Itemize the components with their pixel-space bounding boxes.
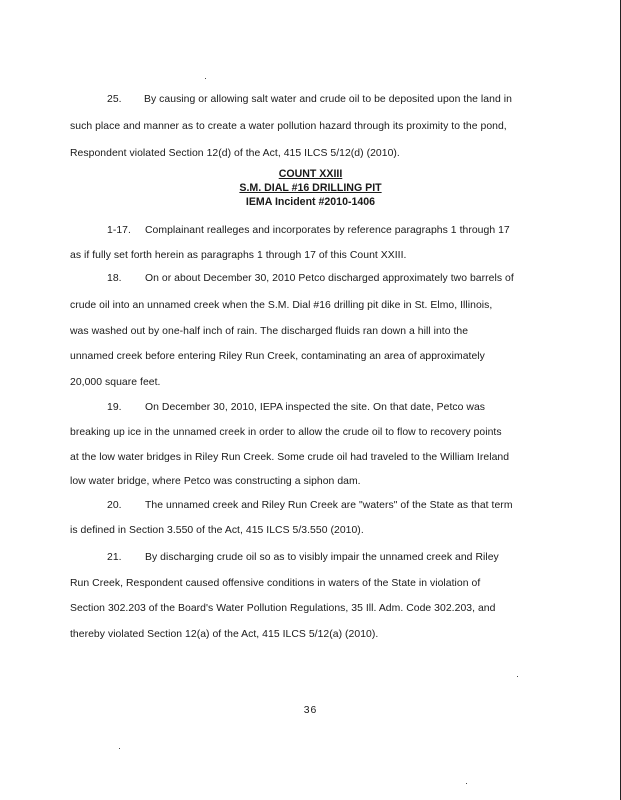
paragraph-18-line-4: unnamed creek before entering Riley Run Creek, contaminating an area of approximately <box>70 351 485 362</box>
paragraph-number: 18. <box>107 273 122 284</box>
paragraph-number: 25. <box>107 94 122 105</box>
paragraph-number: 1-17. <box>107 225 131 236</box>
paragraph-number: 20. <box>107 500 122 511</box>
scan-speck <box>119 748 120 749</box>
paragraph-20-line-1: 20. The unnamed creek and Riley Run Creek are "waters" of the State as that term <box>107 500 513 511</box>
paragraph-20-line-2: is defined in Section 3.550 of the Act, 415 ILCS 5/3.550 (2010). <box>70 525 364 536</box>
scan-speck <box>517 676 518 677</box>
paragraph-19-line-4: low water bridge, where Petco was constructing a siphon dam. <box>70 476 361 487</box>
paragraph-25-line-2: such place and manner as to create a water pollution hazard through its proximity to the pond, <box>70 121 507 132</box>
paragraph-21-line-2: Run Creek, Respondent caused offensive conditions in waters of the State in violation of <box>70 578 481 589</box>
paragraph-19-line-1: 19. On December 30, 2010, IEPA inspected the site. On that date, Petco was <box>107 402 486 413</box>
paragraph-1-17-line-2: as if fully set forth herein as paragraphs 1 through 17 of this Count XXIII. <box>70 250 407 261</box>
paragraph-number: 19. <box>107 402 122 413</box>
count-subject-heading: S.M. DIAL #16 DRILLING PIT <box>239 182 382 194</box>
paragraph-19-line-2: breaking up ice in the unnamed creek in order to allow the crude oil to flow to recovery points <box>70 427 502 438</box>
paragraph-18-line-3: was washed out by one-half inch of rain. The discharged fluids ran down a hill into the <box>70 326 469 337</box>
count-heading: COUNT XXIII <box>278 168 343 180</box>
paragraph-1-17-line-1: 1-17. Complainant realleges and incorporates by reference paragraphs 1 through 17 <box>107 225 510 236</box>
paragraph-21-line-1: 21. By discharging crude oil so as to visibly impair the unnamed creek and Riley <box>107 552 499 563</box>
paragraph-21-line-3: Section 302.203 of the Board's Water Pollution Regulations, 35 Ill. Adm. Code 302.203, and <box>70 603 496 614</box>
paragraph-19-line-3: at the low water bridges in Riley Run Creek. Some crude oil had traveled to the William Ireland <box>70 452 510 463</box>
paragraph-18-line-2: crude oil into an unnamed creek when the S.M. Dial #16 drilling pit dike in St. Elmo, Illinois, <box>70 300 493 311</box>
paragraph-18-line-5: 20,000 square feet. <box>70 377 161 388</box>
paragraph-25-line-3: Respondent violated Section 12(d) of the Act, 415 ILCS 5/12(d) (2010). <box>70 148 400 159</box>
paragraph-25-line-1: 25. By causing or allowing salt water and crude oil to be deposited upon the land in <box>107 94 512 105</box>
page-number: 36 <box>303 705 318 716</box>
paragraph-number: 21. <box>107 552 122 563</box>
scan-speck <box>205 78 206 79</box>
paragraph-21-line-4: thereby violated Section 12(a) of the Act, 415 ILCS 5/12(a) (2010). <box>70 629 379 640</box>
paragraph-18-line-1: 18. On or about December 30, 2010 Petco discharged approximately two barrels of <box>107 273 514 284</box>
incident-heading: IEMA Incident #2010-1406 <box>245 196 376 208</box>
scan-speck <box>466 783 467 784</box>
